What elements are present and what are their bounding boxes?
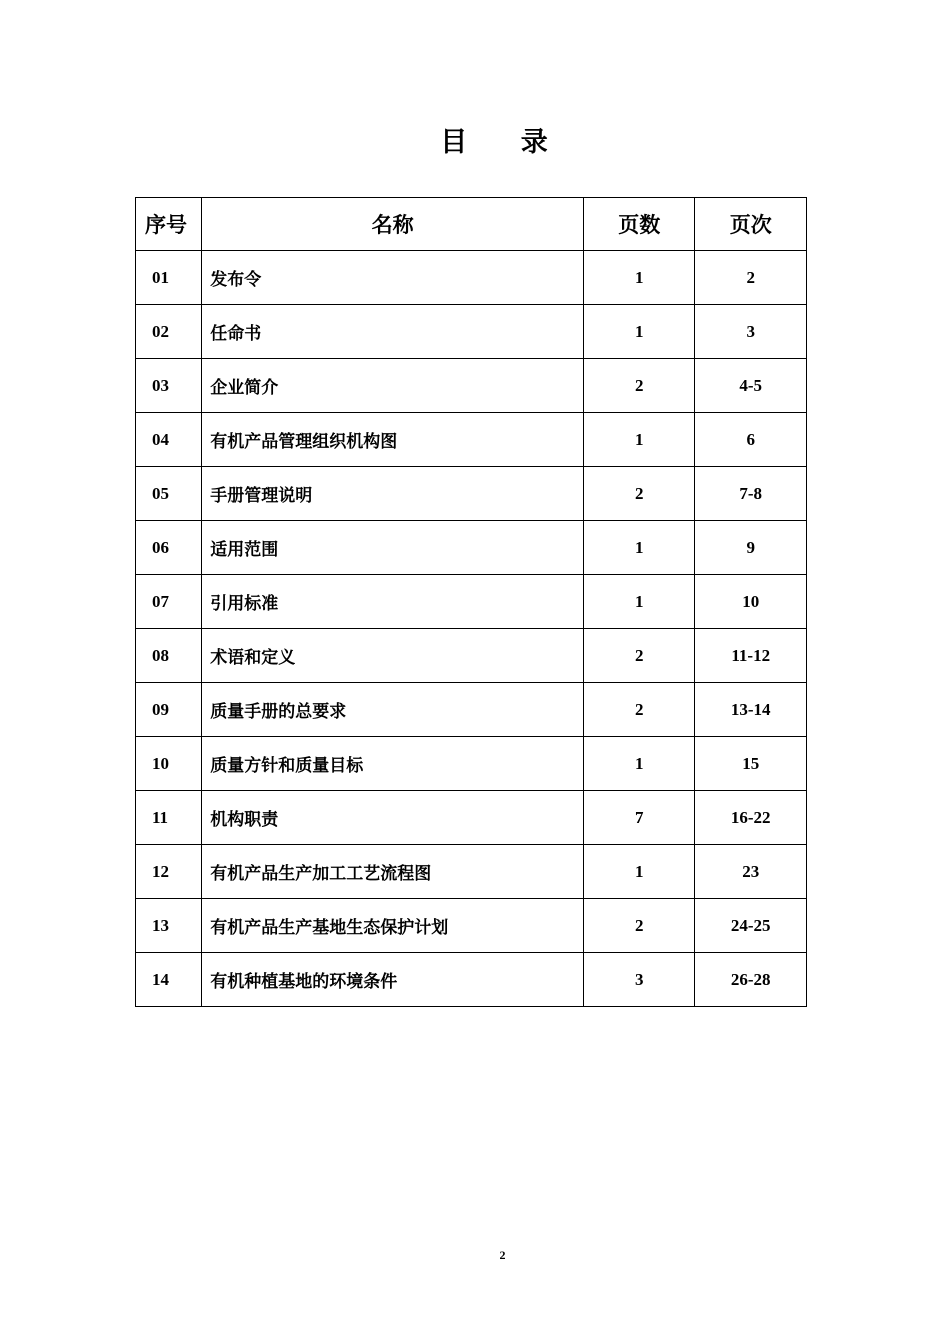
table-row <box>136 791 807 845</box>
row-no: 13 <box>136 899 202 953</box>
table-row <box>136 251 807 305</box>
row-range: 13-14 <box>695 683 807 737</box>
row-pages: 2 <box>583 899 694 953</box>
table-row <box>136 575 807 629</box>
row-name: 质量方针和质量目标 <box>202 737 584 791</box>
row-name: 有机产品生产加工工艺流程图 <box>202 845 584 899</box>
header-range: 页次 <box>695 198 807 251</box>
row-range: 4-5 <box>695 359 807 413</box>
row-pages: 2 <box>583 359 694 413</box>
row-no: 06 <box>136 521 202 575</box>
row-range: 7-8 <box>695 467 807 521</box>
row-range: 23 <box>695 845 807 899</box>
row-no: 01 <box>136 251 202 305</box>
toc-table <box>135 197 807 1007</box>
table-row <box>136 305 807 359</box>
row-range: 10 <box>695 575 807 629</box>
table-row <box>136 683 807 737</box>
row-pages: 1 <box>583 413 694 467</box>
row-pages: 1 <box>583 305 694 359</box>
row-no: 12 <box>136 845 202 899</box>
row-no: 11 <box>136 791 202 845</box>
row-name: 发布令 <box>202 251 584 305</box>
header-pages: 页数 <box>583 198 694 251</box>
table-row <box>136 899 807 953</box>
row-range: 2 <box>695 251 807 305</box>
table-row <box>136 845 807 899</box>
row-pages: 7 <box>583 791 694 845</box>
row-name: 适用范围 <box>202 521 584 575</box>
row-pages: 3 <box>583 953 694 1007</box>
row-name: 企业简介 <box>202 359 584 413</box>
row-no: 14 <box>136 953 202 1007</box>
row-pages: 1 <box>583 845 694 899</box>
page-title: 目 录 <box>440 127 570 158</box>
row-range: 9 <box>695 521 807 575</box>
row-no: 10 <box>136 737 202 791</box>
table-row <box>136 413 807 467</box>
row-range: 15 <box>695 737 807 791</box>
row-pages: 1 <box>583 575 694 629</box>
row-range: 11-12 <box>695 629 807 683</box>
row-pages: 1 <box>583 737 694 791</box>
row-name: 质量手册的总要求 <box>202 683 584 737</box>
table-header-row <box>136 198 807 251</box>
row-no: 02 <box>136 305 202 359</box>
table-row <box>136 629 807 683</box>
table-row <box>136 737 807 791</box>
row-pages: 2 <box>583 683 694 737</box>
row-no: 04 <box>136 413 202 467</box>
row-name: 有机产品管理组织机构图 <box>202 413 584 467</box>
row-name: 机构职责 <box>202 791 584 845</box>
table-row <box>136 467 807 521</box>
header-name: 名称 <box>202 198 584 251</box>
row-range: 3 <box>695 305 807 359</box>
row-no: 09 <box>136 683 202 737</box>
page-number: 2 <box>499 1248 506 1262</box>
header-no: 序号 <box>136 198 202 251</box>
row-no: 05 <box>136 467 202 521</box>
row-range: 6 <box>695 413 807 467</box>
row-pages: 1 <box>583 521 694 575</box>
row-pages: 2 <box>583 467 694 521</box>
row-pages: 1 <box>583 251 694 305</box>
row-name: 引用标准 <box>202 575 584 629</box>
row-no: 07 <box>136 575 202 629</box>
row-name: 手册管理说明 <box>202 467 584 521</box>
row-range: 26-28 <box>695 953 807 1007</box>
row-range: 24-25 <box>695 899 807 953</box>
table-row <box>136 953 807 1007</box>
row-name: 术语和定义 <box>202 629 584 683</box>
table-row <box>136 521 807 575</box>
row-pages: 2 <box>583 629 694 683</box>
row-name: 有机种植基地的环境条件 <box>202 953 584 1007</box>
table-row <box>136 359 807 413</box>
row-name: 有机产品生产基地生态保护计划 <box>202 899 584 953</box>
row-range: 16-22 <box>695 791 807 845</box>
row-no: 08 <box>136 629 202 683</box>
row-name: 任命书 <box>202 305 584 359</box>
row-no: 03 <box>136 359 202 413</box>
